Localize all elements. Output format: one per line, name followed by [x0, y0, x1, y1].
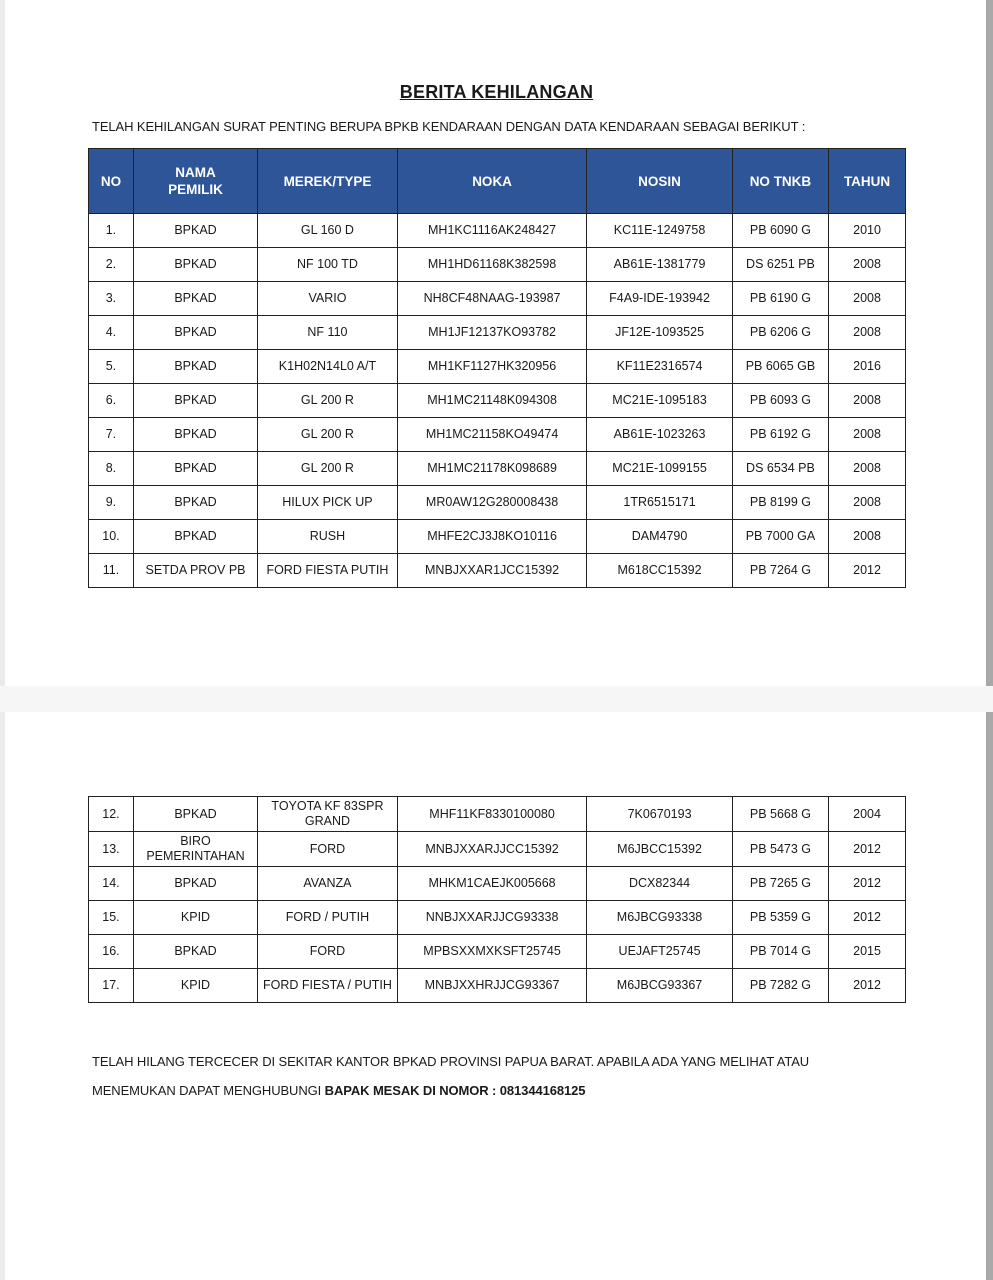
- table-cell: NH8CF48NAAG-193987: [397, 282, 587, 316]
- column-header-tahun: TAHUN: [829, 149, 906, 214]
- table-cell: BPKAD: [133, 384, 257, 418]
- table-cell: BPKAD: [133, 316, 257, 350]
- table-cell: BPKAD: [133, 350, 257, 384]
- table-cell: PB 7282 G: [732, 969, 828, 1003]
- table-cell: 2008: [829, 282, 906, 316]
- table-cell: PB 7264 G: [732, 554, 828, 588]
- table-cell: MH1MC21178K098689: [397, 452, 587, 486]
- table-cell: 7K0670193: [587, 797, 732, 832]
- table-row: [89, 554, 906, 588]
- table-cell: 2012: [829, 901, 906, 935]
- column-header-nosin: NOSIN: [587, 149, 732, 214]
- table-cell: JF12E-1093525: [587, 316, 732, 350]
- table-cell: KPID: [133, 901, 257, 935]
- table-cell: VARIO: [258, 282, 398, 316]
- table-cell: BPKAD: [133, 520, 257, 554]
- table-cell: MC21E-1099155: [587, 452, 732, 486]
- table-cell: SETDA PROV PB: [133, 554, 257, 588]
- table-cell: 9.: [89, 486, 134, 520]
- table-cell: FORD: [258, 935, 398, 969]
- table-cell: FORD: [258, 832, 398, 867]
- table-cell: 4.: [89, 316, 134, 350]
- table-cell: PB 6065 GB: [732, 350, 828, 384]
- table-cell: 6.: [89, 384, 134, 418]
- table-cell: M6JBCG93367: [587, 969, 732, 1003]
- table-row: [89, 901, 906, 935]
- table-cell: 2008: [829, 418, 906, 452]
- table-row: [89, 969, 906, 1003]
- table-cell: BPKAD: [133, 248, 257, 282]
- page-edge-right: [986, 0, 993, 1280]
- table-cell: 2012: [829, 832, 906, 867]
- column-header-no: NO: [89, 149, 134, 214]
- table-cell: BPKAD: [133, 935, 257, 969]
- table-cell: PB 8199 G: [732, 486, 828, 520]
- table-row: [89, 248, 906, 282]
- table-cell: DAM4790: [587, 520, 732, 554]
- table-cell: 2008: [829, 452, 906, 486]
- table-cell: 8.: [89, 452, 134, 486]
- column-header-nama-pemilik: NAMA PEMILIK: [133, 149, 257, 214]
- table-cell: BPKAD: [133, 214, 257, 248]
- table-cell: 14.: [89, 867, 134, 901]
- table-row: [89, 384, 906, 418]
- column-header-no-tnkb: NO TNKB: [732, 149, 828, 214]
- table-row: [89, 867, 906, 901]
- table-cell: MNBJXXARJJCC15392: [397, 832, 587, 867]
- table-cell: BPKAD: [133, 867, 257, 901]
- table-cell: MH1KC1116AK248427: [397, 214, 587, 248]
- table-cell: 7.: [89, 418, 134, 452]
- table-row: [89, 520, 906, 554]
- table-cell: MNBJXXHRJJCG93367: [397, 969, 587, 1003]
- table-cell: PB 6206 G: [732, 316, 828, 350]
- table-cell: MH1MC21148K094308: [397, 384, 587, 418]
- table-cell: MH1HD61168K382598: [397, 248, 587, 282]
- table-cell: BPKAD: [133, 486, 257, 520]
- column-header-noka: NOKA: [397, 149, 587, 214]
- table-cell: 2012: [829, 969, 906, 1003]
- table-cell: BIRO PEMERINTAHAN: [133, 832, 257, 867]
- table-cell: BPKAD: [133, 282, 257, 316]
- table-row: [89, 832, 906, 867]
- document-title: BERITA KEHILANGAN: [399, 82, 594, 102]
- table-cell: 2008: [829, 486, 906, 520]
- table-cell: M6JBCC15392: [587, 832, 732, 867]
- table-cell: MH1KF1127HK320956: [397, 350, 587, 384]
- vehicle-table-page1: [88, 148, 906, 588]
- table-row: [89, 935, 906, 969]
- table-row: [89, 418, 906, 452]
- page-edge-left: [0, 0, 5, 1280]
- table-cell: 3.: [89, 282, 134, 316]
- table-cell: DS 6534 PB: [732, 452, 828, 486]
- table-cell: RUSH: [258, 520, 398, 554]
- table-cell: M618CC15392: [587, 554, 732, 588]
- table-cell: 2010: [829, 214, 906, 248]
- table-cell: 10.: [89, 520, 134, 554]
- table-cell: BPKAD: [133, 418, 257, 452]
- table-cell: KF11E2316574: [587, 350, 732, 384]
- table-cell: 2008: [829, 520, 906, 554]
- table-cell: NF 100 TD: [258, 248, 398, 282]
- table-cell: PB 5359 G: [732, 901, 828, 935]
- table-row: [89, 486, 906, 520]
- table-cell: K1H02N14L0 A/T: [258, 350, 398, 384]
- table-cell: 15.: [89, 901, 134, 935]
- table-header-row: [89, 149, 906, 214]
- table-cell: GL 200 R: [258, 452, 398, 486]
- table-cell: NF 110: [258, 316, 398, 350]
- table-cell: 17.: [89, 969, 134, 1003]
- table-cell: PB 7265 G: [732, 867, 828, 901]
- table-cell: MHF11KF8330100080: [397, 797, 587, 832]
- table-cell: AB61E-1023263: [587, 418, 732, 452]
- table-cell: 12.: [89, 797, 134, 832]
- table-cell: 2008: [829, 384, 906, 418]
- table-row: [89, 452, 906, 486]
- table-cell: MR0AW12G280008438: [397, 486, 587, 520]
- table-cell: MNBJXXAR1JCC15392: [397, 554, 587, 588]
- table-cell: DCX82344: [587, 867, 732, 901]
- table-cell: NNBJXXARJJCG93338: [397, 901, 587, 935]
- table-row: [89, 797, 906, 832]
- table-cell: 16.: [89, 935, 134, 969]
- page-break-band: [0, 686, 993, 712]
- table-cell: 2012: [829, 554, 906, 588]
- table-cell: MH1JF12137KO93782: [397, 316, 587, 350]
- table-cell: FORD FIESTA PUTIH: [258, 554, 398, 588]
- table-cell: PB 6090 G: [732, 214, 828, 248]
- table-cell: UEJAFT25745: [587, 935, 732, 969]
- table-cell: BPKAD: [133, 797, 257, 832]
- table-row: [89, 282, 906, 316]
- table-cell: PB 5668 G: [732, 797, 828, 832]
- vehicle-table-page2: [88, 796, 906, 1003]
- table-cell: 2016: [829, 350, 906, 384]
- table-cell: MC21E-1095183: [587, 384, 732, 418]
- table-cell: KPID: [133, 969, 257, 1003]
- table-cell: 13.: [89, 832, 134, 867]
- footer-line1: TELAH HILANG TERCECER DI SEKITAR KANTOR BPKAD PROVINSI PAPUA BARAT. APABILA ADA YANG MELIHAT ATAU: [92, 1054, 810, 1069]
- table-cell: PB 6093 G: [732, 384, 828, 418]
- table-cell: 2012: [829, 867, 906, 901]
- table-cell: 11.: [89, 554, 134, 588]
- table-cell: 1.: [89, 214, 134, 248]
- footer-contact-bold: BAPAK MESAK DI NOMOR : 081344168125: [324, 1083, 586, 1098]
- table-cell: FORD FIESTA / PUTIH: [258, 969, 398, 1003]
- table-cell: DS 6251 PB: [732, 248, 828, 282]
- table-cell: MHFE2CJ3J8KO10116: [397, 520, 587, 554]
- table-cell: 2.: [89, 248, 134, 282]
- footer-line2-normal: MENEMUKAN DAPAT MENGHUBUNGI: [92, 1083, 325, 1098]
- column-header-merek-type: MEREK/TYPE: [258, 149, 398, 214]
- table-cell: 2004: [829, 797, 906, 832]
- table-cell: 1TR6515171: [587, 486, 732, 520]
- table-cell: PB 5473 G: [732, 832, 828, 867]
- table-cell: HILUX PICK UP: [258, 486, 398, 520]
- table-cell: PB 6190 G: [732, 282, 828, 316]
- table-cell: F4A9-IDE-193942: [587, 282, 732, 316]
- table-cell: PB 7014 G: [732, 935, 828, 969]
- table-cell: MH1MC21158KO49474: [397, 418, 587, 452]
- table-cell: KC11E-1249758: [587, 214, 732, 248]
- table-cell: 5.: [89, 350, 134, 384]
- table-cell: MHKM1CAEJK005668: [397, 867, 587, 901]
- table-cell: AVANZA: [258, 867, 398, 901]
- table-cell: AB61E-1381779: [587, 248, 732, 282]
- table-cell: 2008: [829, 316, 906, 350]
- table-cell: GL 160 D: [258, 214, 398, 248]
- table-cell: 2015: [829, 935, 906, 969]
- table-cell: MPBSXXMXKSFT25745: [397, 935, 587, 969]
- table-cell: PB 6192 G: [732, 418, 828, 452]
- document-subtitle: TELAH KEHILANGAN SURAT PENTING BERUPA BPKB KENDARAAN DENGAN DATA KENDARAAN SEBAGAI BERIKUT :: [92, 119, 806, 134]
- table-row: [89, 214, 906, 248]
- table-cell: GL 200 R: [258, 384, 398, 418]
- table-cell: PB 7000 GA: [732, 520, 828, 554]
- table-row: [89, 316, 906, 350]
- table-cell: M6JBCG93338: [587, 901, 732, 935]
- table-cell: GL 200 R: [258, 418, 398, 452]
- footer-note: [92, 1047, 932, 1105]
- table-row: [89, 350, 906, 384]
- table-cell: BPKAD: [133, 452, 257, 486]
- table-cell: TOYOTA KF 83SPR GRAND: [258, 797, 398, 832]
- table-cell: 2008: [829, 248, 906, 282]
- table-cell: FORD / PUTIH: [258, 901, 398, 935]
